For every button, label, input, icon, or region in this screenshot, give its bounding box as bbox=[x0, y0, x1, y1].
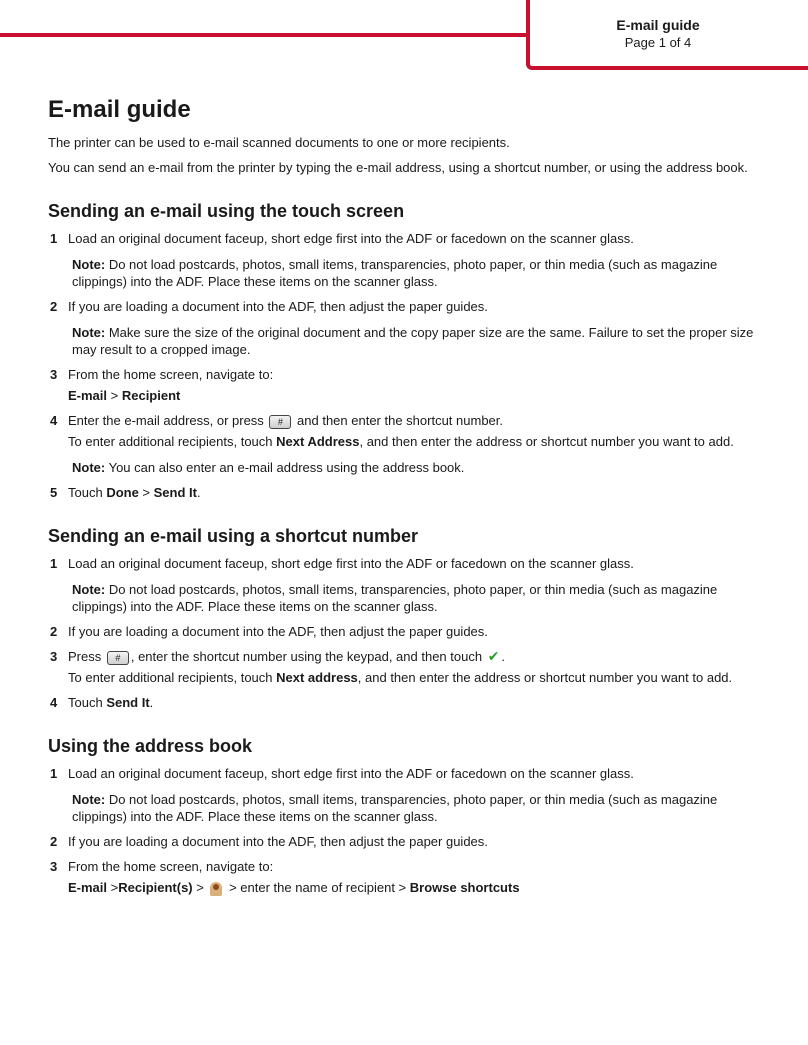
note-label: Note: bbox=[72, 460, 106, 475]
shortcut-step-1 bbox=[48, 555, 768, 615]
address-book-person-icon bbox=[210, 882, 222, 896]
step-number: 3 bbox=[50, 859, 58, 874]
step-text-b: and then enter the shortcut number. bbox=[293, 413, 504, 428]
path-recipient: Recipient bbox=[121, 388, 181, 403]
touch-step-5 bbox=[48, 484, 768, 501]
step-text-a: Press bbox=[68, 649, 105, 664]
step-text-b: , enter the shortcut number using the keypad, and then touch bbox=[130, 649, 486, 664]
step-text: If you are loading a document into the ADF, then adjust the paper guides. bbox=[68, 624, 488, 639]
step-number: 1 bbox=[50, 766, 58, 781]
navigation-path bbox=[68, 387, 768, 404]
subtext-bold: Next address bbox=[276, 670, 358, 685]
path-separator: > bbox=[107, 388, 122, 403]
step-number: 5 bbox=[50, 485, 58, 500]
step-text-end: . bbox=[149, 695, 154, 710]
note-text: Do not load postcards, photos, small items, transparencies, photo paper, or thin media (such as magazine clippings) into the ADF. Place these items on the scanner glass. bbox=[72, 792, 718, 824]
shortcut-step-4 bbox=[48, 694, 768, 711]
send-it-label: Send It bbox=[106, 695, 150, 710]
shortcut-step-2 bbox=[48, 623, 768, 640]
step-text: If you are loading a document into the ADF, then adjust the paper guides. bbox=[68, 834, 488, 849]
book-step-2 bbox=[48, 833, 768, 850]
header-page-number: Page 1 of 4 bbox=[624, 35, 692, 50]
step-note bbox=[72, 459, 768, 476]
note-text: Do not load postcards, photos, small items, transparencies, photo paper, or thin media (such as magazine clippings) into the ADF. Place these items on the scanner glass. bbox=[72, 257, 718, 289]
note-text: Make sure the size of the original document and the copy paper size are the same. Failure to set the proper size may result to a cropped image. bbox=[72, 325, 754, 357]
touch-step-4 bbox=[48, 412, 768, 476]
subtext-bold: Next Address bbox=[276, 434, 360, 449]
step-text: Load an original document faceup, short edge first into the ADF or facedown on the scanner glass. bbox=[68, 231, 634, 246]
step-text: Load an original document faceup, short edge first into the ADF or facedown on the scanner glass. bbox=[68, 556, 634, 571]
touch-step-3 bbox=[48, 366, 768, 404]
step-text bbox=[68, 648, 768, 665]
step-text: If you are loading a document into the ADF, then adjust the paper guides. bbox=[68, 299, 488, 314]
step-text bbox=[68, 694, 768, 711]
note-label: Note: bbox=[72, 582, 106, 597]
step-text-end: . bbox=[501, 649, 506, 664]
step-text bbox=[68, 484, 768, 501]
path-browse-shortcuts: Browse shortcuts bbox=[409, 880, 520, 895]
step-number: 1 bbox=[50, 556, 58, 571]
note-text: You can also enter an e-mail address using the address book. bbox=[105, 460, 465, 475]
book-step-3 bbox=[48, 858, 768, 896]
intro-paragraph-2: You can send an e-mail from the printer by typing the e-mail address, using a shortcut number, or using the address book. bbox=[48, 160, 748, 175]
shortcut-step-3 bbox=[48, 648, 768, 686]
step-text: From the home screen, navigate to: bbox=[68, 859, 274, 874]
step-text-a: Touch bbox=[68, 485, 107, 500]
section-heading-shortcut-number: Sending an e-mail using a shortcut number bbox=[48, 526, 419, 546]
step-number: 4 bbox=[50, 695, 58, 710]
step-subtext bbox=[68, 433, 768, 450]
subtext-a: To enter additional recipients, touch bbox=[68, 670, 277, 685]
path-separator-text: > enter the name of recipient > bbox=[225, 880, 410, 895]
touch-step-2 bbox=[48, 298, 768, 358]
subtext-a: To enter additional recipients, touch bbox=[68, 434, 277, 449]
path-email: E-mail bbox=[68, 388, 108, 403]
path-separator: > bbox=[138, 485, 154, 500]
note-text: Do not load postcards, photos, small items, transparencies, photo paper, or thin media (such as magazine clippings) into the ADF. Place these items on the scanner glass. bbox=[72, 582, 718, 614]
step-note bbox=[72, 791, 768, 825]
step-note bbox=[72, 581, 768, 615]
note-label: Note: bbox=[72, 325, 106, 340]
step-number: 2 bbox=[50, 834, 58, 849]
step-note bbox=[72, 256, 768, 290]
section-heading-address-book: Using the address book bbox=[48, 736, 253, 756]
navigation-path bbox=[68, 879, 768, 896]
page-title: E-mail guide bbox=[48, 96, 191, 123]
intro-paragraph-1: The printer can be used to e-mail scanned documents to one or more recipients. bbox=[48, 135, 510, 150]
path-separator: > bbox=[107, 880, 119, 895]
path-separator: > bbox=[192, 880, 208, 895]
hash-key-icon: # bbox=[269, 415, 291, 429]
done-label: Done bbox=[106, 485, 139, 500]
subtext-c: , and then enter the address or shortcut number you want to add. bbox=[357, 670, 733, 685]
checkmark-icon: ✔ bbox=[487, 648, 500, 664]
step-number: 1 bbox=[50, 231, 58, 246]
note-label: Note: bbox=[72, 257, 106, 272]
step-text-a: Enter the e-mail address, or press bbox=[68, 413, 268, 428]
touch-step-1 bbox=[48, 230, 768, 290]
send-it-label: Send It bbox=[153, 485, 197, 500]
header-rule bbox=[0, 33, 528, 37]
step-number: 2 bbox=[50, 624, 58, 639]
step-number: 3 bbox=[50, 649, 58, 664]
note-label: Note: bbox=[72, 792, 106, 807]
path-email: E-mail bbox=[68, 880, 108, 895]
hash-key-icon: # bbox=[107, 651, 129, 665]
step-text-a: Touch bbox=[68, 695, 107, 710]
section-heading-touch-screen: Sending an e-mail using the touch screen bbox=[48, 201, 405, 221]
step-note bbox=[72, 324, 768, 358]
header-title: E-mail guide bbox=[616, 17, 700, 33]
step-text: From the home screen, navigate to: bbox=[68, 367, 274, 382]
step-number: 2 bbox=[50, 299, 58, 314]
document-body bbox=[48, 94, 768, 904]
step-subtext bbox=[68, 669, 768, 686]
step-text-end: . bbox=[196, 485, 201, 500]
path-recipients: Recipient(s) bbox=[118, 880, 193, 895]
step-number: 4 bbox=[50, 413, 58, 428]
step-text: Load an original document faceup, short edge first into the ADF or facedown on the scanner glass. bbox=[68, 766, 634, 781]
step-text bbox=[68, 412, 768, 429]
step-number: 3 bbox=[50, 367, 58, 382]
subtext-c: , and then enter the address or shortcut number you want to add. bbox=[359, 434, 734, 449]
book-step-1 bbox=[48, 765, 768, 825]
